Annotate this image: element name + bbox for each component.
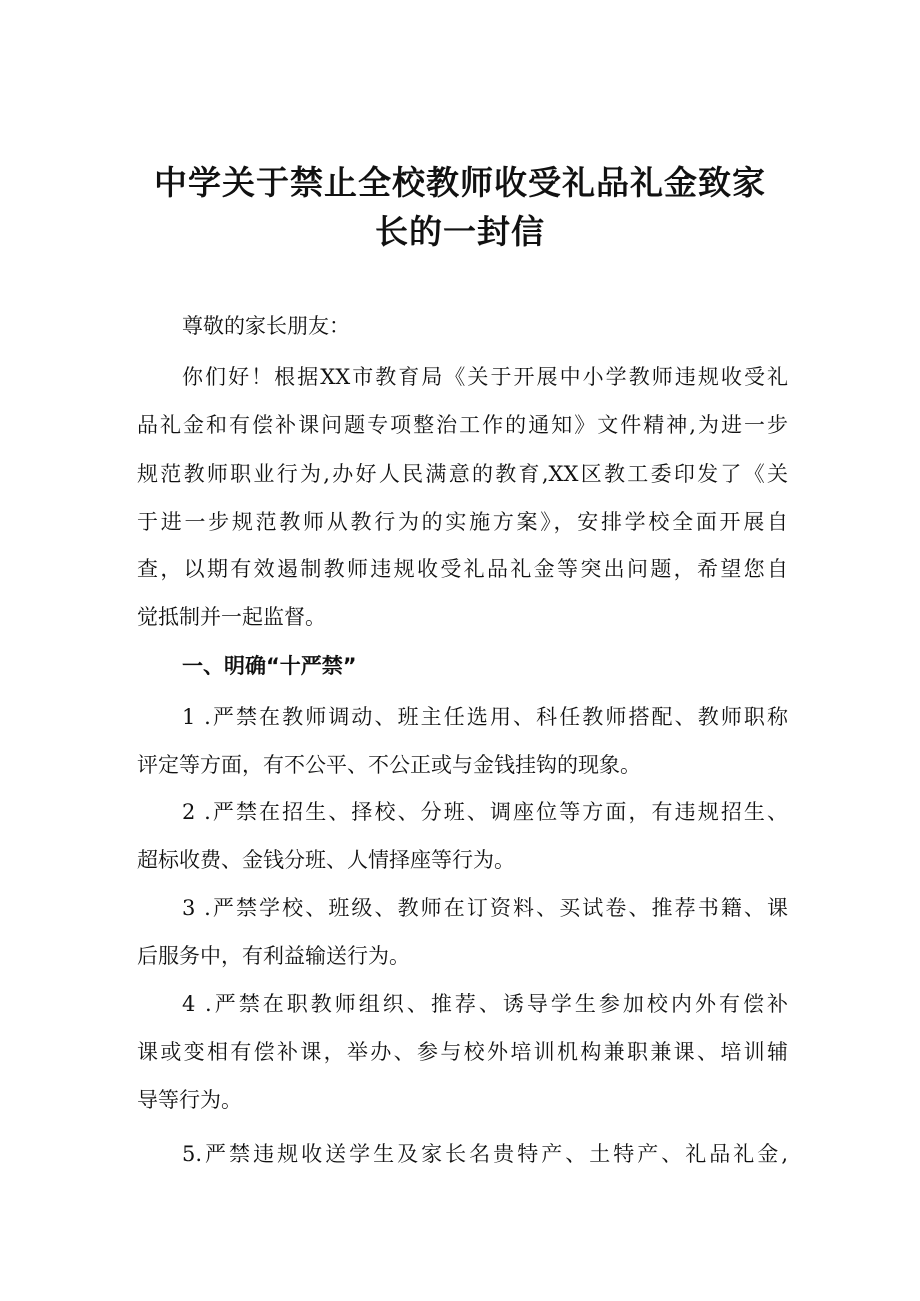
salutation: 尊敬的家长朋友： (182, 314, 350, 338)
intro-line: 品礼金和有偿补课问题专项整治工作的通知》文件精神,为进一步 (137, 413, 788, 437)
document-title-line-1: 中学关于禁止全校教师收受礼品礼金致家 (154, 163, 766, 202)
intro-line: 查，以期有效遏制教师违规收受礼品礼金等突出问题，希望您自 (137, 557, 788, 581)
rule-item-line: 4 .严禁在职教师组织、推荐、诱导学生参加校内外有偿补 (182, 992, 788, 1016)
rule-item-line: 3 .严禁学校、班级、教师在订资料、买试卷、推荐书籍、课 (182, 896, 788, 920)
intro-line: 你们好！根据XX市教育局《关于开展中小学教师违规收受礼 (182, 365, 788, 389)
rule-item-line: 1 .严禁在教师调动、班主任选用、科任教师搭配、教师职称 (182, 705, 788, 729)
intro-line: 觉抵制并一起监督。 (137, 605, 326, 629)
rule-item-line: 课或变相有偿补课，举办、参与校外培训机构兼职兼课、培训辅 (137, 1040, 788, 1064)
section-heading: 一、明确“十严禁” (182, 654, 357, 678)
rule-item-line: 评定等方面，有不公平、不公正或与金钱挂钩的现象。 (137, 753, 641, 777)
rule-item-line: 2 .严禁在招生、择校、分班、调座位等方面，有违规招生、 (182, 800, 788, 824)
intro-line: 于进一步规范教师从教行为的实施方案》，安排学校全面开展自 (137, 510, 788, 534)
rule-item-line: 超标收费、金钱分班、人情择座等行为。 (137, 848, 515, 872)
rule-item-line: 后服务中，有利益输送行为。 (137, 944, 410, 968)
rule-item-line: 导等行为。 (137, 1088, 242, 1112)
document-title-line-2: 长的一封信 (375, 212, 545, 251)
rule-item-line: 5.严禁违规收送学生及家长名贵特产、土特产、礼品礼金, (182, 1142, 788, 1166)
intro-line: 规范教师职业行为,办好人民满意的教育,XX区教工委印发了《关 (137, 462, 788, 486)
